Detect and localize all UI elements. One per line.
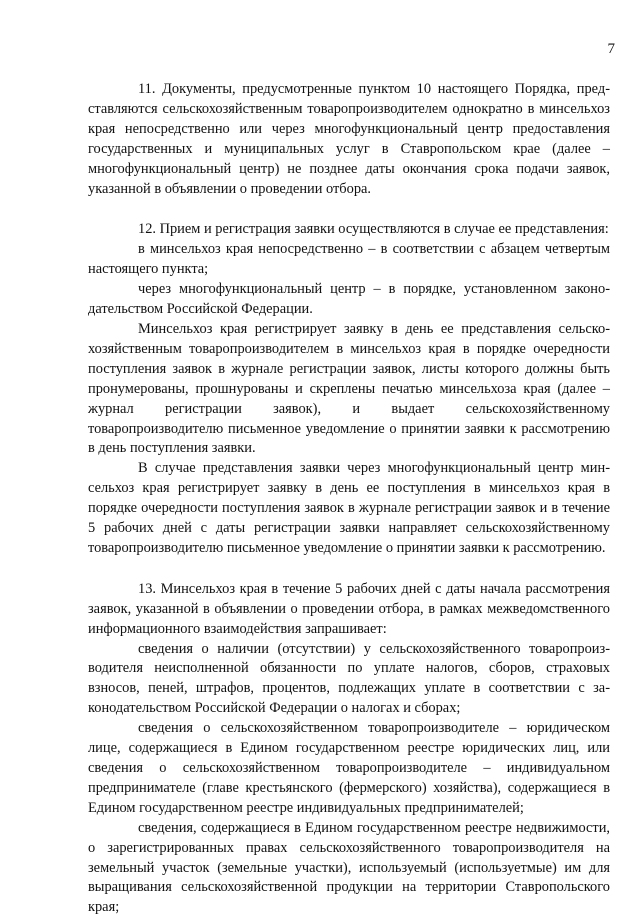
- paragraph: сведения о наличии (отсутствии) у сельскохозяйственного товаропроизводителя неисполненной обязанности по уплате налогов, сборов, страховых взносов, пеней, штрафов, процентов, подлежащих уплате в соответствии с законодательством Российской Федерации о налогах и сборах;: [88, 640, 610, 717]
- paragraph: через многофункциональный центр – в порядке, установленном законодательством Российской Федерации.: [88, 281, 610, 318]
- clause-13: [88, 580, 610, 918]
- paragraph: В случае представления заявки через многофункциональный центр минсельхоз края регистрирует заявку в день ее поступления в минсельхоз края в порядке очередности поступления заявок в журнале регистрации заявок и в течение 5 рабочих дней с даты регистрации заявки направляет сельскохозяйственному товаропроизводителю письменное уведомление о принятии заявки к рассмотрению.: [88, 460, 610, 556]
- paragraph: 13. Минсельхоз края в течение 5 рабочих дней с даты начала рассмотрения заявок, указанной в объявлении о проведении отбора, в рамках межведомственного информационного взаимодействия запрашивает:: [88, 580, 610, 637]
- section-gap: [88, 559, 610, 580]
- paragraph: сведения, содержащиеся в Едином государственном реестре недвижимости, о зарегистрированных правах сельскохозяйственного товаропроизводителя на земельный участок (земельные участки), используемый (используетмые) им для выращивания сельскохозяйственной продукции на территории Ставропольского края;: [88, 819, 610, 916]
- page-number: 7: [607, 41, 615, 57]
- paragraph: Минсельхоз края регистрирует заявку в день ее представления сельскохозяйственным товаропроизводителем в минсельхоз края в порядке очередности поступления заявок в журнале регистрации заявок, листы которого должны быть пронумерованы, прошнурованы и скреплены печатью минсельхоза края (далее – журнал регистрации заявок), и выдает сельскохозяйственному товаропроизводителю письменное уведомление о принятии заявки к рассмотрению в день поступления заявки.: [88, 320, 610, 457]
- clause-12: [88, 220, 610, 558]
- paragraph: в минсельхоз края непосредственно – в соответствии с абзацем четвертым настоящего пункта;: [88, 241, 610, 278]
- paragraph: 11. Документы, предусмотренные пунктом 10 настоящего Порядка, представляются сельскохозяйственным товаропроизводителем однократно в минсельхоз края непосредственно или через многофункциональный центр предоставления государственных и муниципальных услуг в Ставропольском крае (далее – многофункциональный центр) не позднее даты окончания срока подачи заявок, указанной в объявлении о проведении отбора.: [88, 81, 610, 197]
- paragraph: 12. Прием и регистрация заявки осуществляются в случае ее представления:: [138, 221, 609, 238]
- clause-11: [88, 80, 610, 199]
- paragraph: сведения о сельскохозяйственном товаропроизводителе – юридическом лице, содержащиеся в Едином государственном реестре юридических лиц, или сведения о сельскохозяйственном товаропроизводителе – индивидуальном предпринимателе (главе крестьянского (фермерского) хозяйства), содержащиеся в Едином государственном реестре индивидуальных предпринимателей;: [88, 720, 610, 816]
- section-gap: [88, 199, 610, 220]
- document-body: [88, 80, 610, 918]
